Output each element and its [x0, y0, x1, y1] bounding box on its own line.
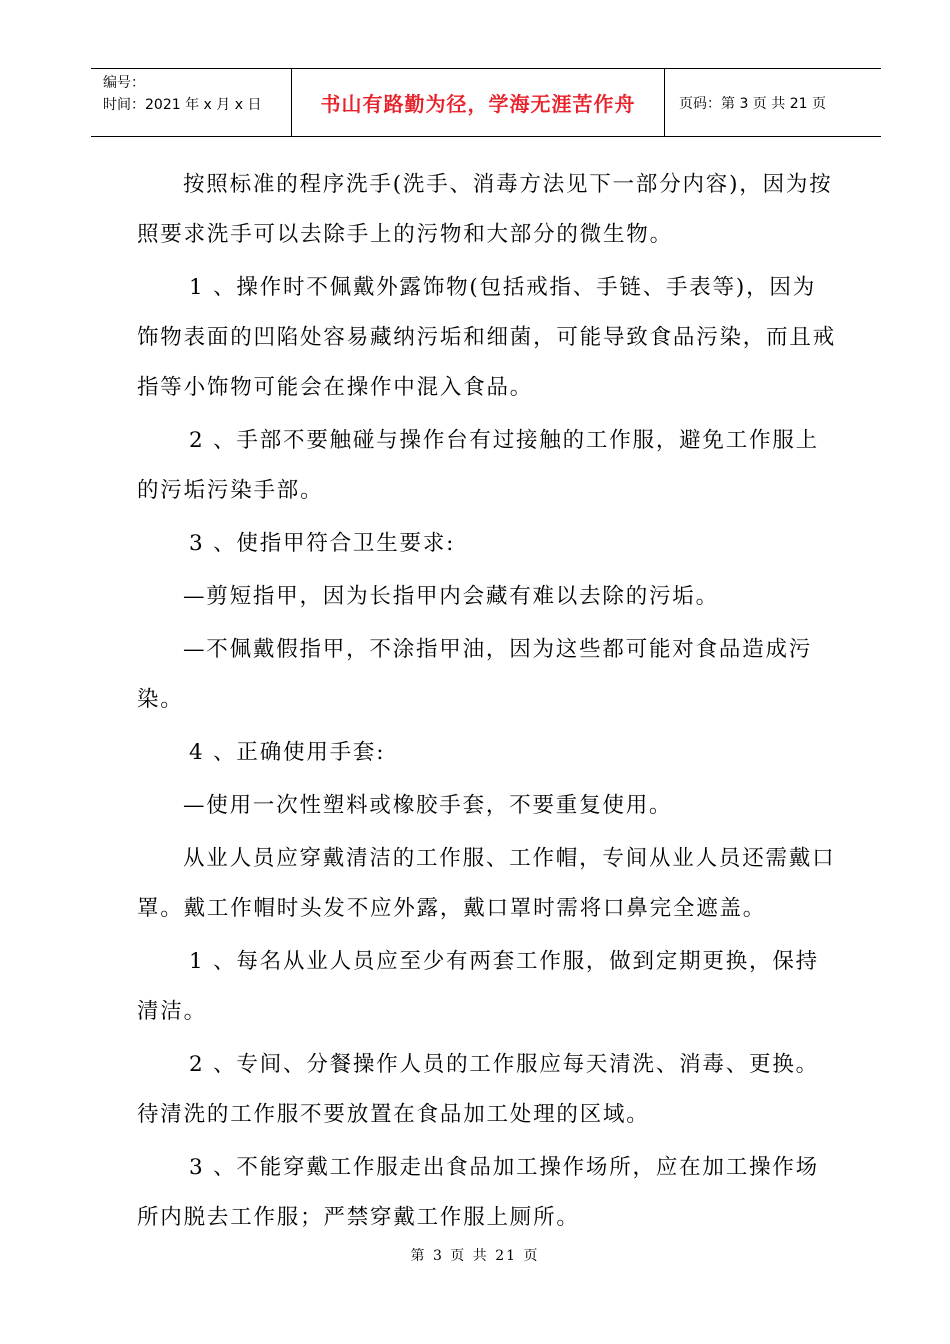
paragraph-handwashing: 按照标准的程序洗手(洗手、消毒方法见下一部分内容)，因为按照要求洗手可以去除手上的污物和大部分的微生物。 [137, 172, 833, 247]
paragraph-uniform: 从业人员应穿戴清洁的工作服、工作帽，专间从业人员还需戴口罩。戴工作帽时头发不应外露，戴口罩时需将口鼻完全遮盖。 [137, 846, 836, 921]
list-item-gloves: 4 、正确使用手套: [189, 740, 386, 765]
dash-item-trim-nails: —剪短指甲，因为长指甲内会藏有难以去除的污垢。 [183, 584, 719, 609]
serial-number-label: 编号： [103, 75, 145, 91]
list-item-no-leaving: 3 、不能穿戴工作服走出食品加工操作场所，应在加工操作场所内脱去工作服；严禁穿戴工作服上厕所。 [137, 1155, 819, 1230]
list-item-daily-wash: 2 、专间、分餐操作人员的工作服应每天清洗、消毒、更换。待清洗的工作服不要放置在食品加工处理的区域。 [137, 1052, 819, 1127]
page-header [91, 68, 881, 137]
document-body [137, 160, 837, 1246]
page-footer: 第 3 页 共 21 页 [410, 1248, 540, 1264]
dash-item-disposable-gloves: —使用一次性塑料或橡胶手套，不要重复使用。 [183, 793, 673, 818]
list-item-no-jewelry: 1 、操作时不佩戴外露饰物(包括戒指、手链、手表等)，因为饰物表面的凹陷处容易藏纳污垢和细菌，可能导致食品污染，而且戒指等小饰物可能会在操作中混入食品。 [137, 275, 837, 400]
header-motto: 书山有路勤为径，学海无涯苦作舟 [292, 69, 665, 136]
header-meta [91, 69, 292, 136]
list-item-two-sets: 1 、每名从业人员应至少有两套工作服，做到定期更换，保持清洁。 [137, 949, 819, 1024]
list-item-nails: 3 、使指甲符合卫生要求: [189, 531, 456, 556]
list-item-no-touch-uniform: 2 、手部不要触碰与操作台有过接触的工作服，避免工作服上的污垢污染手部。 [137, 428, 819, 503]
header-page-code: 页码：第 3 页 共 21 页 [679, 95, 826, 112]
dash-item-no-fake-nails: —不佩戴假指甲，不涂指甲油，因为这些都可能对食品造成污染。 [137, 637, 813, 712]
date-label: 时间：2021 年 x 月 x 日 [103, 97, 262, 113]
